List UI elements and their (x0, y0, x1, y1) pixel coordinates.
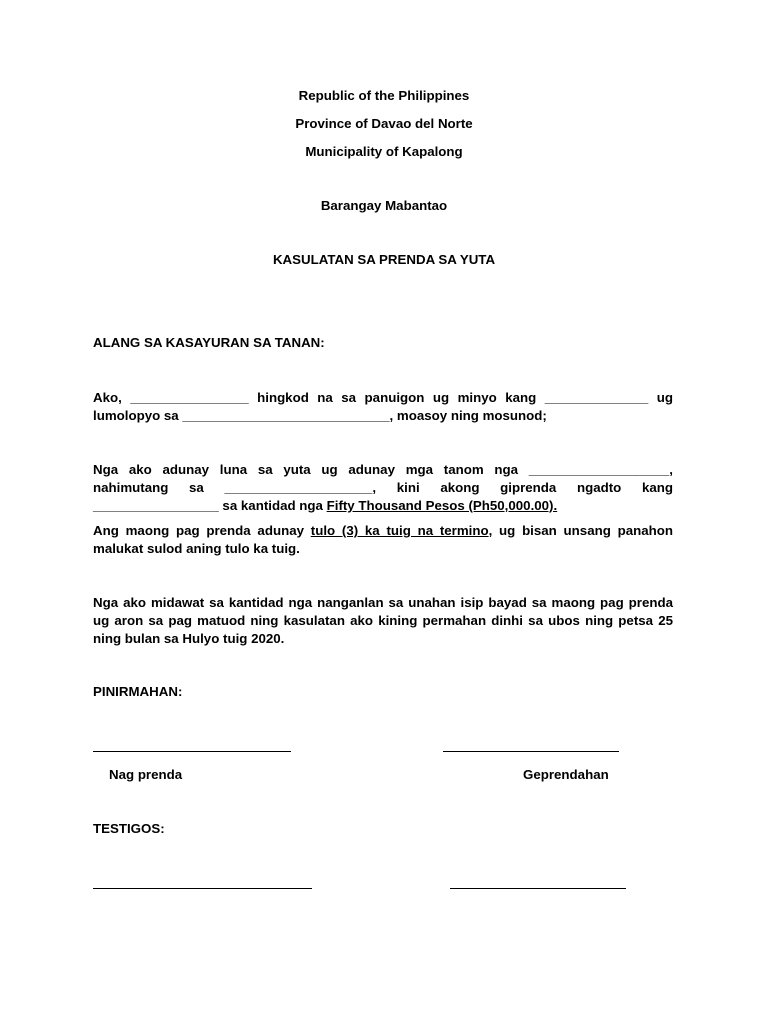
witness-1-signature-line (93, 888, 312, 889)
paragraph-identity-text: ug lumolopyo sa (93, 390, 674, 423)
header-republic: Republic of the Philippines (298, 88, 470, 103)
pledgor-label: Nag prenda (109, 767, 183, 782)
term-text: tulo (3) ka tuig na termino (310, 523, 489, 538)
paragraph-land-text: Nga ako adunay luna sa yuta ug adunay mga tanom nga (93, 462, 519, 477)
paragraph-acknowledgement: Nga ako midawat sa kantidad nga nanganlan sa unahan isip bayad sa maong pag prenda ug aron sa pag matuod ning kasulatan ako kining permahan dinhi sa ubos ning petsa 25 ning bulan sa Hulyo tuig 2020. (93, 595, 673, 646)
paragraph-identity (93, 389, 673, 425)
document-title: KASULATAN SA PRENDA SA YUTA (272, 252, 496, 267)
crops-blank: ___________________ (528, 462, 670, 477)
paragraph-land-text: sa kantidad nga (222, 498, 323, 513)
pledgee-signature-line (443, 751, 619, 752)
signed-heading: PINIRMAHAN: (93, 684, 183, 699)
paragraph-land-text: , nahimutang sa (93, 462, 673, 495)
name-blank: ________________ (130, 390, 249, 405)
location-blank: ____________________ (224, 480, 373, 495)
paragraph-term-text: , ug bisan unsang panahon malukat sulod aning tulo ka tuig. (93, 523, 673, 556)
paragraph-term (93, 522, 673, 558)
residence-blank: ____________________________ (182, 408, 390, 423)
paragraph-identity-text: Ako, (93, 390, 122, 405)
salutation: ALANG SA KASAYURAN SA TANAN: (93, 335, 325, 350)
pledgee-blank: _________________ (93, 498, 219, 513)
paragraph-identity-text: , moasoy ning mosunod; (389, 408, 547, 423)
header-barangay: Barangay Mabantao (320, 198, 448, 213)
paragraph-term-text: Ang maong pag prenda adunay (93, 523, 304, 538)
pledgor-signature-line (93, 751, 291, 752)
paragraph-identity-text: hingkod na sa panuigon ug minyo kang (257, 390, 537, 405)
witnesses-heading: TESTIGOS: (93, 821, 165, 836)
paragraph-land (93, 461, 673, 515)
header-municipality: Municipality of Kapalong (305, 144, 463, 159)
header-province: Province of Davao del Norte (295, 116, 473, 131)
amount-text: Fifty Thousand Pesos (Ph50,000.00). (326, 498, 558, 513)
paragraph-land-text: , kini akong giprenda ngadto kang (372, 480, 673, 495)
spouse-blank: ______________ (544, 390, 649, 405)
witness-2-signature-line (450, 888, 626, 889)
pledgee-label: Geprendahan (523, 767, 609, 782)
